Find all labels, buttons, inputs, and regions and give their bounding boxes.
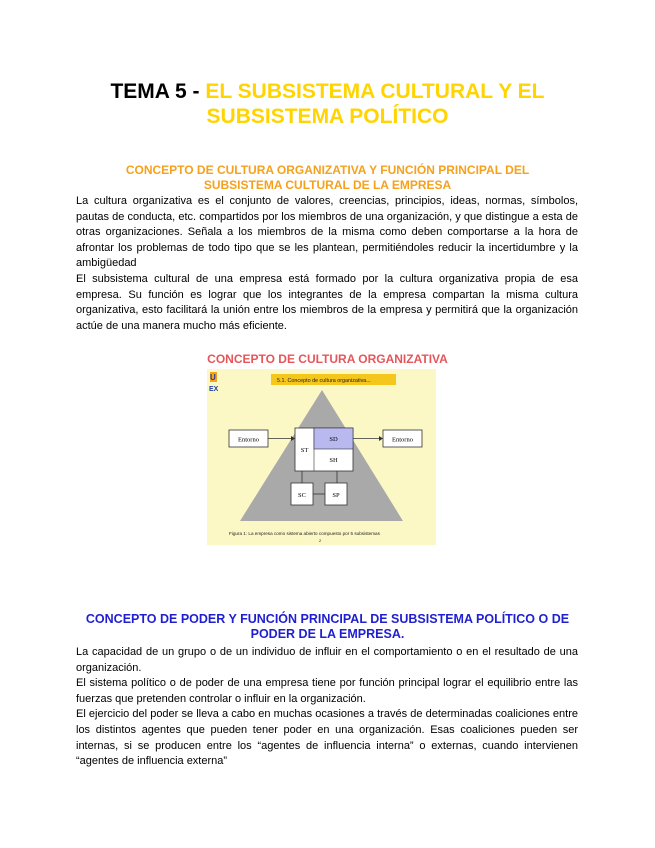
system-diagram [207, 369, 436, 545]
page-title [60, 79, 595, 129]
section1-heading-line-1: CONCEPTO DE CULTURA ORGANIZATIVA Y FUNCIÓN PRINCIPAL DEL [125, 163, 530, 177]
arrowhead-right [379, 436, 383, 441]
figure-caption: Figura 1: La empresa como sistema abierto compuesto por 5 subsistemas [229, 531, 380, 536]
figure-footnote: 2 [319, 538, 322, 543]
sc-label: SC [298, 492, 306, 499]
section2-heading: CONCEPTO DE CULTURA ORGANIZATIVA [207, 352, 448, 366]
section3-heading [76, 612, 579, 642]
sp-label: SP [332, 492, 340, 499]
organization-system-figure [207, 369, 436, 545]
section3-paragraph-3: El ejercicio del poder se lleva a cabo en muchas ocasiones a través de determinadas coaliciones entre los distintos agentes que pueden tener poder en una organización. Esas coaliciones pueden ser internas, si se producen entre los “agentes de influencia interna” o externas, cuando intervienen “agentes de influencia externa” [76, 708, 578, 768]
section1-body [76, 194, 578, 334]
section1-heading [76, 163, 579, 193]
logo-bottom-text: EX [209, 386, 219, 393]
figure-banner-text: 5.1. Concepto de cultura organizativa... [277, 378, 371, 384]
section3-heading-line-2: PODER DE LA EMPRESA. [250, 627, 405, 641]
section1-paragraph-2: El subsistema cultural de una empresa está formado por la cultura organizativa propia de esa empresa. Su función es lograr que los integrantes de la empresa compartan la misma cultura organizativa, esto facilitará la unión entre los miembros de la empresa y permitirá que la organización actúe de una manera mucho más eficiente. [76, 272, 578, 332]
section3-body [76, 645, 578, 770]
sd-label: SD [329, 436, 338, 443]
section3-heading-line-1: CONCEPTO DE PODER Y FUNCIÓN PRINCIPAL DE SUBSISTEMA POLÍTICO O DE [85, 612, 570, 626]
title-highlight-1: EL SUBSISTEMA CULTURAL Y EL [205, 80, 545, 103]
environment-right-label: Entorno [392, 436, 413, 444]
title-prefix: TEMA 5 - [110, 80, 206, 103]
st-label: ST [300, 447, 309, 454]
section3-paragraph-1: La capacidad de un grupo o de un individuo de influir en el comportamiento o en el resultado de una organización. [76, 646, 578, 674]
section1-paragraph-1: La cultura organizativa es el conjunto de valores, creencias, principios, ideas, normas, símbolos, pautas de conducta, etc. compartidos por los miembros de una organización, y que distingue a esta de otras organizaciones. Señala a los miembros de la misma como deben comportarse a la hora de afrontar los problemas de todo tipo que se les plantean, permitiéndoles reducir la incertidumbre y la ambigüedad [76, 195, 578, 270]
title-line-1 [60, 79, 595, 104]
title-highlight-2: SUBSISTEMA POLÍTICO [206, 105, 449, 128]
logo-top-text: U [210, 373, 216, 382]
environment-left-label: Entorno [238, 436, 259, 444]
section1-heading-line-2: SUBSISTEMA CULTURAL DE LA EMPRESA [203, 178, 452, 192]
sh-label: SH [329, 457, 338, 464]
section3-paragraph-2: El sistema político o de poder de una empresa tiene por función principal lograr el equilibrio entre las fuerzas que pretenden controlar o influir en la organización. [76, 677, 578, 705]
